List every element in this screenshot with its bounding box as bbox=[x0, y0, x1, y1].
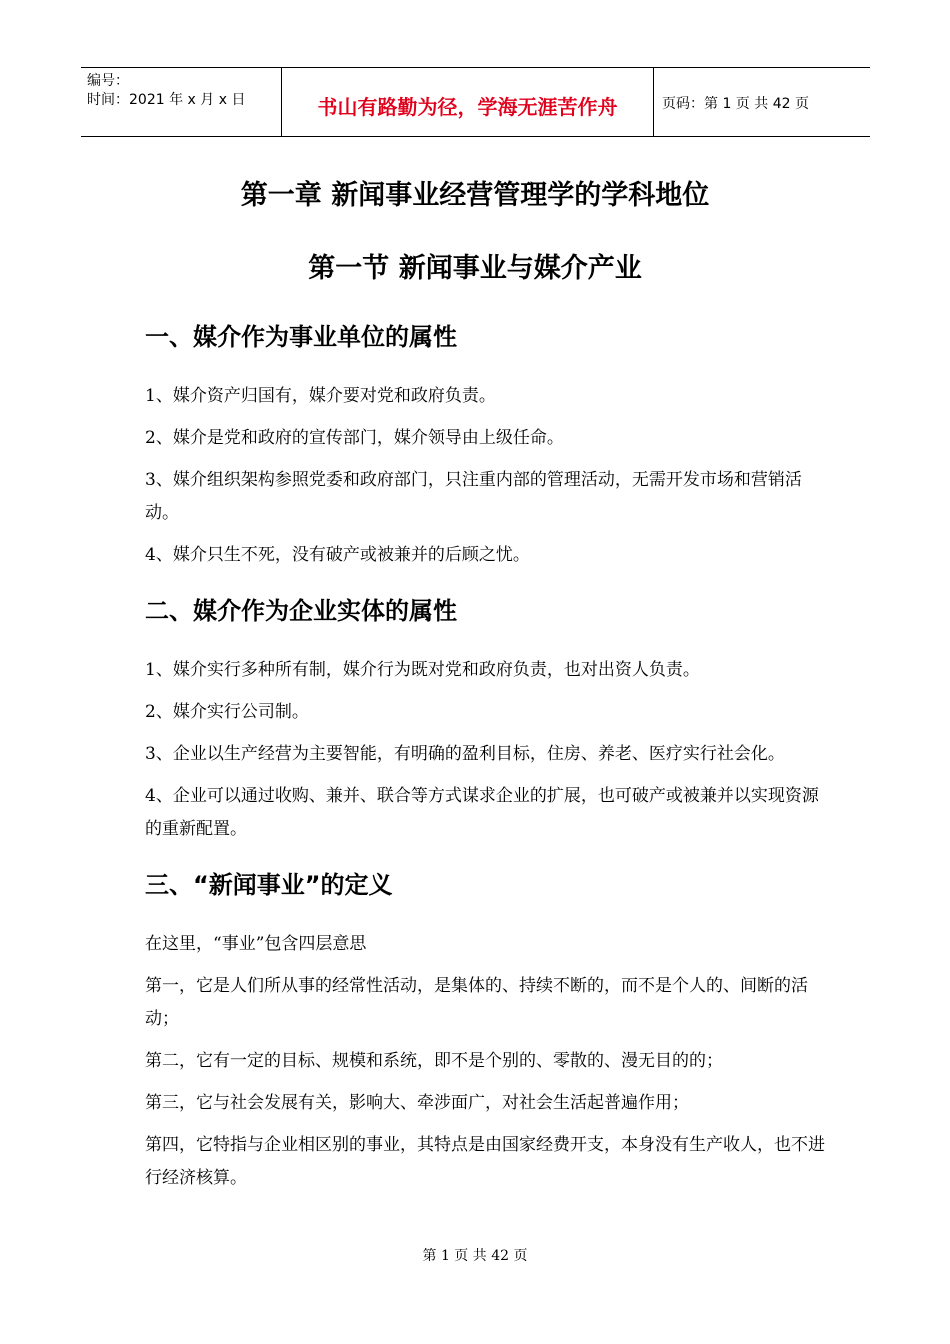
paragraph: 第二，它有一定的目标、规模和系统，即不是个别的、零散的、漫无目的的； bbox=[145, 1051, 723, 1071]
paragraph: 2、媒介实行公司制。 bbox=[145, 702, 309, 722]
section-1 bbox=[145, 318, 825, 572]
paragraph: 4、媒介只生不死，没有破产或被兼并的后顾之忧。 bbox=[145, 545, 530, 565]
paragraph: 第四，它特指与企业相区别的事业，其特点是由国家经费开支，本身没有生产收人，也不进行经济核算。 bbox=[145, 1135, 825, 1188]
paragraph: 3、媒介组织架构参照党委和政府部门，只注重内部的管理活动，无需开发市场和营销活动。 bbox=[145, 470, 802, 523]
header-meta bbox=[81, 68, 281, 136]
section-3 bbox=[145, 866, 825, 1195]
number-label: 编号： bbox=[87, 73, 129, 89]
page-header bbox=[81, 67, 870, 137]
page-footer: 第 1 页 共 42 页 bbox=[422, 1248, 528, 1264]
paragraph: 1、媒介实行多种所有制，媒介行为既对党和政府负责，也对出资人负责。 bbox=[145, 660, 700, 680]
header-motto: 书山有路勤为径，学海无涯苦作舟 bbox=[281, 68, 654, 136]
section-heading: 三、“新闻事业”的定义 bbox=[145, 871, 393, 899]
chapter-title: 第一章 新闻事业经营管理学的学科地位 bbox=[240, 180, 710, 211]
paragraph: 3、企业以生产经营为主要智能，有明确的盈利目标，住房、养老、医疗实行社会化。 bbox=[145, 744, 785, 764]
section-heading: 一、媒介作为事业单位的属性 bbox=[145, 323, 457, 351]
paragraph: 在这里，“事业”包含四层意思 bbox=[145, 934, 367, 954]
paragraph: 4、企业可以通过收购、兼并、联合等方式谋求企业的扩展，也可破产或被兼并以实现资源的重新配置。 bbox=[145, 786, 819, 839]
document-body bbox=[145, 318, 825, 1204]
time-label: 时间：2021 年 x 月 x 日 bbox=[87, 92, 246, 108]
section-2 bbox=[145, 592, 825, 846]
paragraph: 2、媒介是党和政府的宣传部门，媒介领导由上级任命。 bbox=[145, 428, 564, 448]
paragraph: 第三，它与社会发展有关，影响大、牵涉面广，对社会生活起普遍作用； bbox=[145, 1093, 689, 1113]
paragraph: 第一，它是人们所从事的经常性活动，是集体的、持续不断的，而不是个人的、间断的活动； bbox=[145, 976, 808, 1029]
paragraph: 1、媒介资产归国有，媒介要对党和政府负责。 bbox=[145, 386, 496, 406]
section-heading: 二、媒介作为企业实体的属性 bbox=[145, 597, 457, 625]
section-title: 第一节 新闻事业与媒介产业 bbox=[308, 253, 642, 284]
header-page-info: 页码：第 1 页 共 42 页 bbox=[662, 96, 809, 112]
